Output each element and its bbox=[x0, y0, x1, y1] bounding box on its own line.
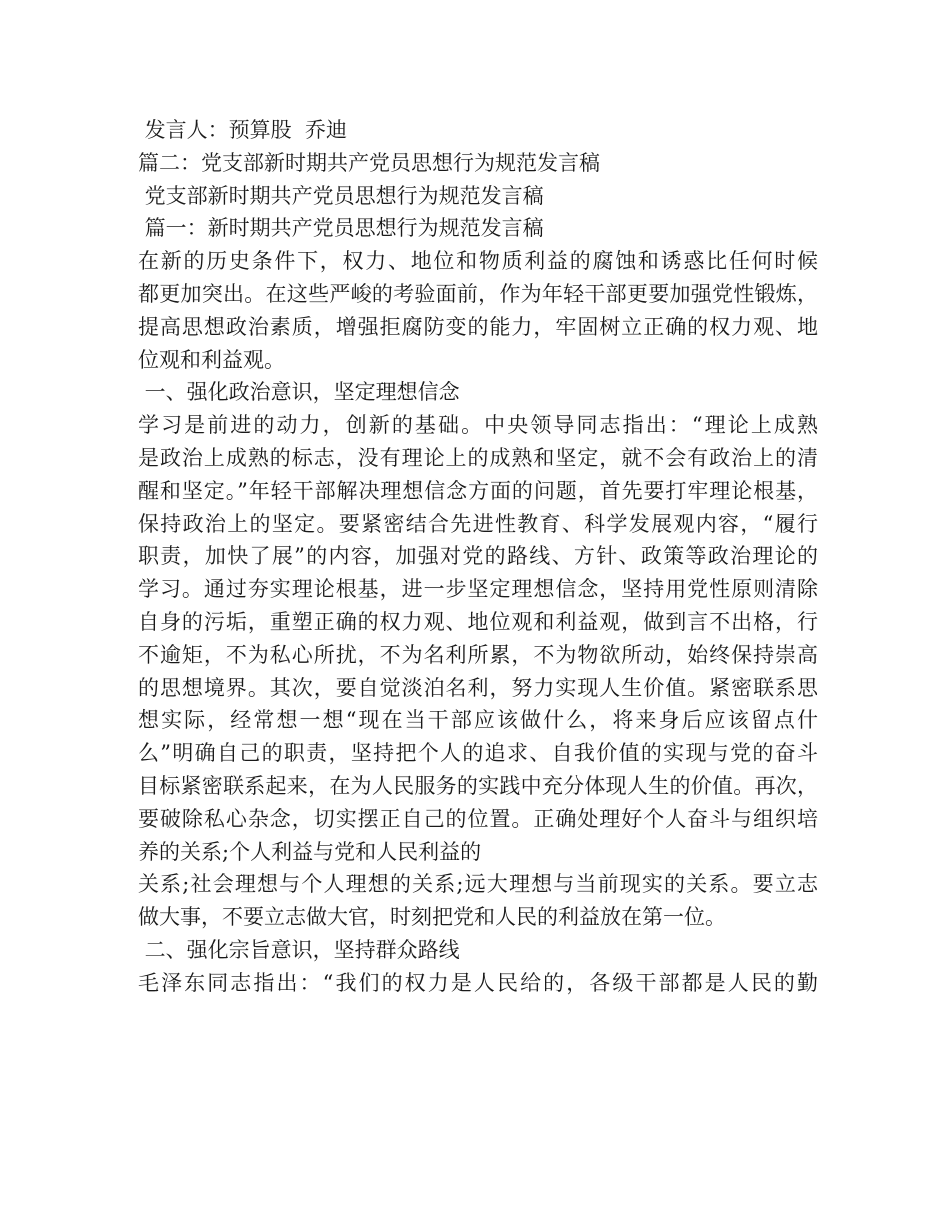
text-line: 篇一：新时期共产党员思想行为规范发言稿 bbox=[138, 216, 544, 241]
text-line: 一、强化政治意识，坚定理想信念 bbox=[138, 380, 460, 405]
text-line: 篇二：党支部新时期共产党员思想行为规范发言稿 bbox=[138, 150, 600, 175]
text-line: 目标紧密联系起来，在为人民服务的实践中充分体现人生的价值。再次， bbox=[138, 773, 818, 798]
text-line: 位观和利益观。 bbox=[138, 347, 285, 372]
text-line: 毛泽东同志指出：“我们的权力是人民给的，各级干部都是人民的勤 bbox=[138, 970, 818, 995]
text-line: 学习是前进的动力，创新的基础。中央领导同志指出：“理论上成熟 bbox=[138, 413, 818, 438]
text-line: 都更加突出。在这些严峻的考验面前，作为年轻干部更要加强党性锻炼， bbox=[138, 281, 818, 306]
text-line: 做大事，不要立志做大官，时刻把党和人民的利益放在第一位。 bbox=[138, 905, 726, 930]
text-line: 自身的污垢，重塑正确的权力观、地位观和利益观，做到言不出格，行 bbox=[138, 609, 818, 634]
text-line: 的思想境界。其次，要自觉淡泊名利，努力实现人生价值。紧密联系思 bbox=[138, 675, 818, 700]
text-line: 醒和坚定。”年轻干部解决理想信念方面的问题，首先要打牢理论根基， bbox=[138, 478, 818, 503]
text-line: 党支部新时期共产党员思想行为规范发言稿 bbox=[138, 183, 544, 208]
text-line: 发言人：预算股 乔迪 bbox=[138, 118, 348, 142]
text-line: 不逾矩，不为私心所扰，不为名利所累，不为物欲所动，始终保持崇高 bbox=[138, 642, 818, 667]
text-line: 保持政治上的坚定。要紧密结合先进性教育、科学发展观内容，“履行 bbox=[138, 511, 818, 536]
text-line: 学习。通过夯实理论根基，进一步坚定理想信念，坚持用党性原则清除 bbox=[138, 577, 818, 602]
text-line: 在新的历史条件下，权力、地位和物质利益的腐蚀和诱惑比任何时候 bbox=[138, 249, 818, 274]
text-line: 是政治上成熟的标志，没有理论上的成熟和坚定，就不会有政治上的清 bbox=[138, 445, 818, 470]
text-line: 二、强化宗旨意识，坚持群众路线 bbox=[138, 937, 460, 962]
text-line: 关系;社会理想与个人理想的关系;远大理想与当前现实的关系。要立志 bbox=[138, 872, 818, 897]
text-line: 想实际，经常想一想“现在当干部应该做什么，将来身后应该留点什 bbox=[138, 708, 818, 733]
text-line: 养的关系;个人利益与党和人民利益的 bbox=[138, 839, 482, 864]
document-body bbox=[138, 114, 818, 1000]
text-line: 职责，加快了展”的内容，加强对党的路线、方针、政策等政治理论的 bbox=[138, 544, 818, 569]
text-line: 么”明确自己的职责，坚持把个人的追求、自我价值的实现与党的奋斗 bbox=[138, 741, 818, 766]
text-line: 要破除私心杂念，切实摆正自己的位置。正确处理好个人奋斗与组织培 bbox=[138, 806, 818, 831]
text-line: 提高思想政治素质，增强拒腐防变的能力，牢固树立正确的权力观、地 bbox=[138, 314, 818, 339]
